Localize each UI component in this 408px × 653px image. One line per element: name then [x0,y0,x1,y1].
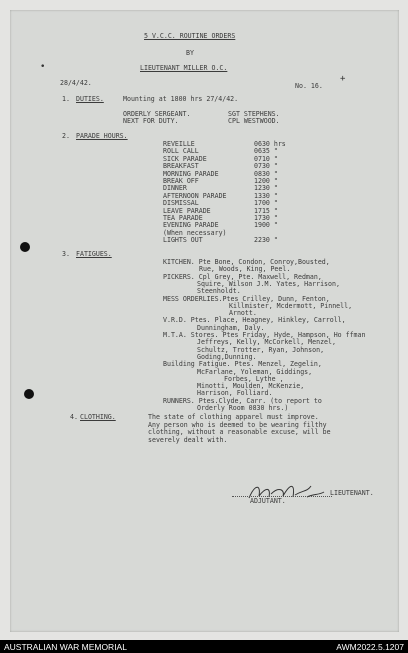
ink-dot-mark: • [40,62,46,72]
parade-heading: PARADE HOURS. [76,132,128,140]
fatigue-line: Squire, Wilson J.M. Yates, Harrison, [197,279,340,288]
fatigue-line: Orderly Room 0830 hrs.) [197,404,289,412]
parade-item-time: 1900 " [254,221,278,230]
parade-item-name: DISMISSAL [163,199,199,208]
parade-item-name: AFTERNOON PARADE [163,191,227,200]
parade-item-time: 1730 " [254,214,278,222]
parade-item-time: 0730 " [254,162,278,171]
parade-item-name: EVENING PARADE [163,221,219,230]
fatigue-line: Dunningham, Daly. [197,323,265,332]
clothing-line: severely dealt with. [148,435,228,444]
parade-item-time: 0710 " [254,154,278,163]
fatigue-line: Steenholdt. [197,287,241,296]
parade-item-name: LIGHTS OUT [163,236,203,245]
parade-item-name: TEA PARADE [163,214,203,222]
cross-mark: + [340,74,346,84]
parade-item-name: SICK PARADE [163,154,207,163]
fatigue-line: V.R.D. Ptes. Place, Heagney, Hinkley, Carroll, [163,316,346,325]
footer-accession: AWM2022.5.1207 [336,642,404,652]
fatigue-line: Killmister, Mcdermott, Pinnell, [229,301,353,310]
fatigues-heading: FATIGUES. [76,250,112,258]
parade-item-name: ROLL CALL [163,147,199,156]
order-title: 5 V.C.C. ROUTINE ORDERS [144,32,236,40]
parade-item-time: 0830 " [254,169,278,178]
parade-item-name: DINNER [163,184,187,193]
next-for-duty-label: NEXT FOR DUTY. [123,117,179,125]
parade-item-name: REVEILLE [163,140,195,148]
parade-number: 2. [62,132,70,140]
fatigue-line: Goding,Dunning. [197,352,257,361]
clothing-line: The state of clothing apparel must improve. [148,413,319,421]
parade-item-time: 0630 hrs [254,140,286,148]
parade-item-time: 2230 " [254,236,278,245]
duties-text: Mounting at 1800 hrs 27/4/42. [123,95,239,103]
parade-item-time: 1700 " [254,199,278,208]
fatigue-line: Minotti, Moulden, McKenzie, [197,382,305,391]
fatigue-line: Arnott. [229,309,257,318]
punch-hole-top [20,242,30,252]
clothing-line: clothing, without a reasonable excuse, will be [148,428,331,437]
duties-number: 1. [62,95,70,103]
parade-item-time: 1715 " [254,206,278,215]
fatigue-line: McFarlane, Yoleman, Giddings, [197,367,313,376]
fatigue-line: KITCHEN. Pte Bone, Condon, Conroy,Bousted, [163,258,330,266]
clothing-heading: CLOTHING. [80,413,116,421]
order-date: 28/4/42. [60,79,92,87]
fatigues-number: 3. [62,250,70,258]
footer-institution: AUSTRALIAN WAR MEMORIAL [4,642,127,652]
fatigue-line: PICKERS. Cpl Grey, Pte. Maxwell, Redman, [163,272,322,281]
fatigue-line: Rue, Woods, King, Peel. [199,265,291,274]
order-officer: LIEUTENANT MILLER O.C. [140,64,228,72]
signature-rank: LIEUTENANT. [330,489,374,497]
parade-item-name: LEAVE PARADE [163,206,211,215]
parade-item-name: BREAK OFF [163,177,199,185]
parade-item-name: (When necessary) [163,228,227,237]
fatigue-line: RUNNERS. Ptes.Clyde, Carr. (to report to [163,396,322,405]
orderly-sergeant-name: SGT STEPHENS. [228,110,280,118]
duties-heading: DUTIES. [76,95,104,103]
punch-hole-bottom [24,389,34,399]
clothing-line: Any person who is deemed to be wearing filthy [148,420,327,429]
parade-item-time: 1200 " [254,177,278,185]
signature-title: ADJUTANT. [250,497,286,505]
parade-item-time: 1330 " [254,191,278,200]
document-sheet [10,10,399,632]
fatigue-line: MESS ORDERLIES.Ptes Crilley, Dunn, Fenton, [163,294,330,303]
fatigue-line: Building Fatigue. Ptes. Menzel, Zegelin, [163,360,322,369]
fatigue-line: Forbes, Lythe , [224,374,284,383]
parade-item-time: 0635 " [254,147,278,156]
fatigue-line: Schultz, Trotter, Ryan, Johnson, [197,345,325,354]
parade-item-time: 1230 " [254,184,278,193]
orderly-sergeant-label: ORDERLY SERGEANT. [123,110,191,118]
clothing-number: 4. [70,413,78,421]
order-number: No. 16. [295,82,323,90]
fatigue-line: Jeffreys, Kelly, McCorkell, Menzel, [197,338,336,347]
order-by: BY [186,49,194,57]
next-for-duty-name: CPL WESTWOOD. [228,117,280,125]
archive-footer [0,640,408,653]
parade-item-name: MORNING PARADE [163,169,219,178]
fatigue-line: M.T.A. Stores. Ptes Friday, Hyde, Hampson, Ho ffman [163,331,366,339]
fatigue-line: Harrison, Folliard. [197,389,273,398]
parade-item-name: BREAKFAST [163,162,199,171]
